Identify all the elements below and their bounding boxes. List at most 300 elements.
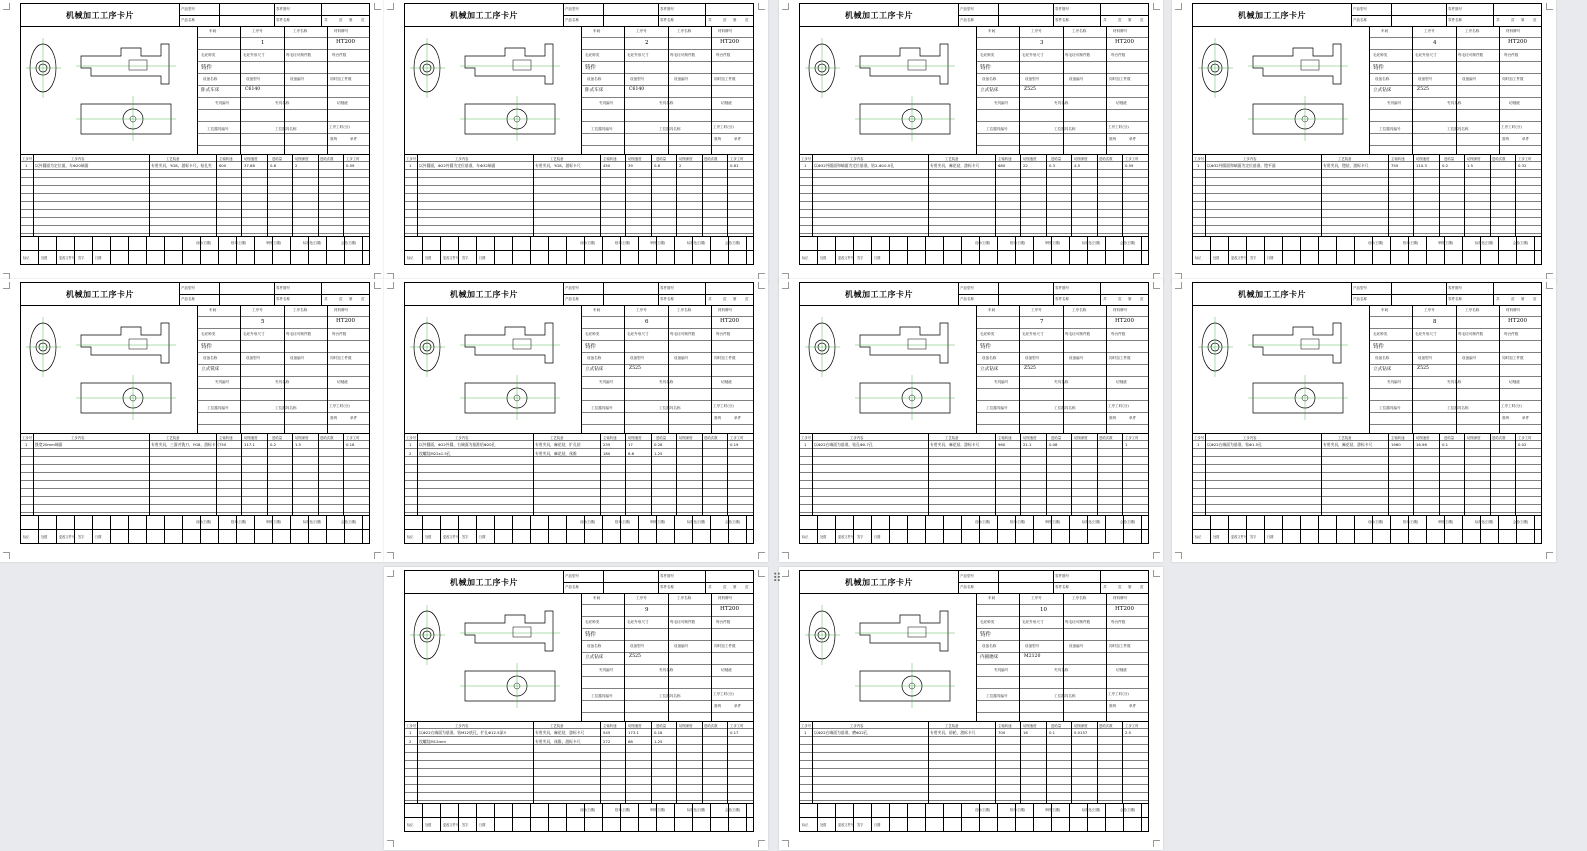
info-label: 工位器具名称: [275, 406, 297, 410]
info-label: 毛坯外形尺寸: [1022, 332, 1044, 336]
info-label: 材料牌号: [1113, 29, 1128, 33]
step-header: 主轴转速: [219, 157, 233, 161]
info-label: 设备编号: [674, 644, 689, 648]
sign-label: 会签(日期): [1120, 241, 1136, 245]
info-label: 材料牌号: [718, 308, 733, 312]
step-tooling: 专用夹具，麻花钻，游标卡尺: [1323, 442, 1373, 447]
step-header: 进给量: [1051, 436, 1062, 440]
page-corner-mark: [782, 840, 789, 847]
process-steps-table: [800, 721, 1148, 804]
page-corner-mark: [782, 3, 789, 10]
info-label: 设备名称: [1375, 356, 1390, 360]
document-page[interactable]: [779, 279, 1163, 562]
sign-label: 日期: [874, 256, 881, 260]
operation-info-table: [197, 305, 369, 434]
sign-label: 设计(日期): [1368, 520, 1384, 524]
sign-label: 标准化(日期): [1082, 520, 1101, 524]
machine-name-value: 立式钻床: [1373, 367, 1392, 372]
material-value: HT200: [720, 318, 739, 324]
step-header: 工艺装备: [945, 157, 959, 161]
signature-block: [405, 236, 753, 264]
step-parameter: 0.59: [1125, 163, 1134, 168]
step-header: 工步工时: [1125, 157, 1139, 161]
header-label: 共: [324, 297, 328, 301]
header-label: 页: [1140, 585, 1144, 589]
page-corner-mark: [758, 840, 765, 847]
page-corner-mark: [3, 282, 10, 289]
info-label: 毛坯种类: [980, 53, 995, 57]
document-page[interactable]: [779, 567, 1163, 850]
info-label: 工序号: [636, 596, 647, 600]
info-label: 工序工时(分): [713, 692, 734, 696]
sign-label: 标准化(日期): [1082, 241, 1101, 245]
part-drawing-svg: [405, 26, 581, 154]
page-corner-mark: [374, 3, 381, 10]
info-label: 夹具编号: [599, 380, 614, 384]
page-corner-mark: [387, 840, 394, 847]
sign-label: 校对(日期): [1010, 808, 1026, 812]
step-header: 工步工时: [1518, 436, 1532, 440]
sign-label: 处数: [425, 535, 432, 539]
machine-name-value: 内圆磨床: [980, 655, 999, 660]
info-label: 工序名称: [677, 596, 692, 600]
info-label: 工序工时(分): [713, 125, 734, 129]
material-value: HT200: [720, 606, 739, 612]
step-parameter: 16.96: [1416, 442, 1427, 447]
info-label: 毛坯外形尺寸: [627, 53, 649, 57]
step-parameter: 545: [603, 730, 611, 735]
step-header: 切削速度: [628, 724, 642, 728]
step-parameter: 0.2: [1442, 163, 1449, 168]
step-number: 2: [409, 739, 412, 744]
step-header: 切削速度: [244, 157, 258, 161]
sign-label: 设计(日期): [196, 520, 212, 524]
operation-info-table: [581, 305, 753, 434]
info-label: 工序名称: [1072, 596, 1087, 600]
sign-label: 设计(日期): [975, 241, 991, 245]
step-header: 切削速度: [1023, 157, 1037, 161]
step-header: 工步工时: [730, 724, 744, 728]
info-label: 夹具编号: [215, 380, 230, 384]
info-label: 准终: [1109, 704, 1117, 708]
step-header: 工艺装备: [550, 157, 564, 161]
info-label: 毛坯外形尺寸: [1415, 53, 1437, 57]
process-card: [404, 3, 754, 265]
step-parameter: 2: [295, 163, 298, 168]
info-label: 工序名称: [1072, 29, 1087, 33]
header-label: 页: [339, 18, 343, 22]
step-parameter: 1.5: [295, 442, 302, 447]
step-content: 铣宽20mm端面: [35, 442, 63, 447]
sign-label: 审核(日期): [1045, 520, 1061, 524]
operation-info-table: [976, 305, 1148, 434]
info-label: 切削液: [1116, 380, 1127, 384]
header-label: 共: [1103, 18, 1107, 22]
sign-label: 日期: [479, 535, 486, 539]
step-content: 以Φ22右端面为基准，磨Φ22孔: [814, 730, 868, 735]
header-label: 页: [745, 585, 749, 589]
info-label: 车间: [593, 29, 601, 33]
step-header: 切削深度: [1467, 157, 1481, 161]
operation-number: 8: [1433, 319, 1437, 325]
document-page[interactable]: [384, 279, 768, 562]
header-label: 第: [349, 297, 353, 301]
info-label: 每台件数: [716, 53, 731, 57]
info-label: 材料牌号: [1113, 596, 1128, 600]
info-label: 工序号: [252, 29, 263, 33]
page-corner-mark: [387, 282, 394, 289]
header-label: 第: [733, 585, 737, 589]
info-label: 工序号: [1031, 29, 1042, 33]
operation-number: 6: [645, 319, 649, 325]
document-page[interactable]: [0, 279, 384, 562]
sign-label: 更改文件号: [838, 256, 854, 260]
sign-label: 处数: [820, 535, 827, 539]
header-label: 零件图号: [660, 574, 674, 578]
info-label: 设备名称: [982, 644, 997, 648]
step-header: 工步号: [801, 436, 812, 440]
info-label: 准终: [1109, 137, 1117, 141]
sign-label: 标准化(日期): [1475, 241, 1494, 245]
info-label: 单件: [1129, 704, 1137, 708]
header-label: 产品型号: [960, 574, 974, 578]
sign-label: 标准化(日期): [303, 520, 322, 524]
info-label: 工序号: [1031, 308, 1042, 312]
info-label: 夹具编号: [994, 380, 1009, 384]
document-page[interactable]: [1172, 0, 1556, 283]
sign-label: 审核(日期): [1438, 520, 1454, 524]
process-steps-table: [800, 154, 1148, 237]
info-label: 工序工时(分): [1108, 404, 1129, 408]
header-label: 共: [1496, 18, 1500, 22]
sign-label: 标记: [802, 256, 809, 260]
card-title: 机械加工工序卡片: [450, 288, 518, 299]
material-value: HT200: [1115, 318, 1134, 324]
step-parameter: 68: [628, 739, 633, 744]
step-parameter: 21.1: [1023, 442, 1032, 447]
operation-number: 3: [1040, 40, 1044, 46]
step-parameter: 0.18: [346, 442, 355, 447]
info-label: 工位器具名称: [1447, 127, 1469, 131]
step-parameter: 750: [1391, 163, 1399, 168]
sign-label: 处数: [1213, 256, 1220, 260]
info-label: 同时加工件数: [1109, 644, 1131, 648]
sign-label: 签字: [462, 535, 469, 539]
step-parameter: 960: [998, 442, 1006, 447]
info-label: 工序工时(分): [1501, 404, 1522, 408]
info-label: 设备名称: [982, 356, 997, 360]
header-label: 零件图号: [1055, 286, 1069, 290]
operation-number: 2: [645, 40, 649, 46]
sign-label: 处数: [41, 256, 48, 260]
machine-name-value: 立式钻床: [585, 367, 604, 372]
info-label: 设备型号: [1025, 77, 1040, 81]
header-label: 产品名称: [960, 297, 974, 301]
info-label: 毛坯种类: [201, 53, 216, 57]
step-header: 进给量: [1444, 436, 1455, 440]
step-number: 1: [1197, 163, 1200, 168]
page-corner-mark: [3, 3, 10, 10]
blank-type-value: 铸件: [1373, 65, 1385, 71]
step-header: 进给量: [656, 724, 667, 728]
info-label: 工位器具名称: [659, 694, 681, 698]
info-label: 每台件数: [332, 53, 347, 57]
sign-label: 设计(日期): [580, 520, 596, 524]
page-corner-mark: [1546, 282, 1553, 289]
blank-type-value: 铸件: [980, 65, 992, 71]
step-header: 工步内容: [1243, 436, 1257, 440]
info-label: 夹具编号: [599, 668, 614, 672]
page-corner-mark: [782, 282, 789, 289]
info-label: 单件: [350, 416, 358, 420]
info-label: 毛坯外形尺寸: [627, 332, 649, 336]
step-header: 工步内容: [850, 724, 864, 728]
step-header: 工步号: [406, 157, 417, 161]
info-label: 工序工时(分): [329, 125, 350, 129]
info-label: 工位器具编号: [591, 127, 613, 131]
page-corner-mark: [1153, 570, 1160, 577]
info-label: 车间: [1381, 29, 1389, 33]
document-page[interactable]: [384, 567, 768, 850]
step-number: 1: [25, 442, 28, 447]
document-page[interactable]: [384, 0, 768, 283]
sign-label: 更改文件号: [443, 256, 459, 260]
document-page[interactable]: [0, 0, 384, 283]
process-card: [1192, 282, 1542, 544]
page-corner-mark: [1175, 3, 1182, 10]
sign-label: 日期: [479, 256, 486, 260]
document-page[interactable]: [779, 0, 1163, 283]
step-header: 进给量: [656, 157, 667, 161]
header-label: 页: [1140, 297, 1144, 301]
sign-label: 设计(日期): [1368, 241, 1384, 245]
step-parameter: 180: [603, 451, 611, 456]
header-label: 零件图号: [1055, 574, 1069, 578]
info-label: 同时加工件数: [1502, 77, 1524, 81]
header-label: 共: [708, 297, 712, 301]
info-label: 毛坯外形尺寸: [1022, 53, 1044, 57]
header-label: 产品型号: [565, 286, 579, 290]
step-content: 以外圆面为定位面，车Φ20端面: [35, 163, 89, 168]
operation-info-table: [581, 593, 753, 722]
sign-label: 设计(日期): [580, 808, 596, 812]
step-header: 切削速度: [628, 157, 642, 161]
process-steps-table: [1193, 154, 1541, 237]
card-title-cell: [405, 571, 564, 594]
step-parameter: 1.5: [1467, 163, 1474, 168]
info-label: 切削液: [721, 380, 732, 384]
step-parameter: 600: [219, 163, 227, 168]
material-value: HT200: [1115, 39, 1134, 45]
info-label: 切削液: [1509, 101, 1520, 105]
sign-label: 日期: [1267, 256, 1274, 260]
info-label: 每台件数: [1111, 332, 1126, 336]
info-label: 每毛坯可制件数: [670, 53, 696, 57]
header-label: 页: [1533, 18, 1537, 22]
sign-label: 设计(日期): [580, 241, 596, 245]
info-label: 准终: [1502, 416, 1510, 420]
card-title: 机械加工工序卡片: [1238, 9, 1306, 20]
header-label: 零件图号: [276, 286, 290, 290]
drag-handle-icon[interactable]: ⠿: [772, 571, 782, 585]
info-label: 设备型号: [630, 644, 645, 648]
header-label: 页: [1511, 18, 1515, 22]
step-header: 切削深度: [1074, 157, 1088, 161]
sign-label: 更改文件号: [443, 535, 459, 539]
part-drawing-svg: [405, 305, 581, 433]
info-label: 毛坯种类: [1373, 332, 1388, 336]
page-corner-mark: [1546, 552, 1553, 559]
step-header: 进给次数: [1492, 436, 1506, 440]
info-label: 工序名称: [677, 308, 692, 312]
sign-label: 更改文件号: [838, 823, 854, 827]
card-title: 机械加工工序卡片: [450, 9, 518, 20]
info-label: 单件: [1129, 137, 1137, 141]
header-label: 产品型号: [1353, 7, 1367, 11]
info-label: 毛坯种类: [201, 332, 216, 336]
info-label: 设备型号: [630, 356, 645, 360]
step-header: 切削速度: [628, 436, 642, 440]
info-label: 设备型号: [1025, 356, 1040, 360]
step-header: 进给次数: [1492, 157, 1506, 161]
step-header: 工步号: [406, 724, 417, 728]
info-label: 切削液: [337, 101, 348, 105]
step-parameter: 110.3: [1416, 163, 1427, 168]
step-header: 进给量: [272, 436, 283, 440]
info-label: 工序名称: [1465, 308, 1480, 312]
step-content: 以外圆面，Φ22外圆为定位基准，车Φ32端面: [419, 163, 496, 168]
step-header: 工步工时: [346, 436, 360, 440]
signature-block: [1193, 236, 1541, 264]
header-label: 第: [733, 18, 737, 22]
step-header: 切削深度: [295, 436, 309, 440]
step-header: 主轴转速: [603, 436, 617, 440]
info-label: 同时加工件数: [714, 356, 736, 360]
header-label: 共: [708, 585, 712, 589]
process-steps-table: [405, 154, 753, 237]
step-header: 工步号: [1194, 436, 1205, 440]
sign-label: 标记: [802, 535, 809, 539]
header-label: 共: [708, 18, 712, 22]
part-drawing-svg: [1193, 305, 1369, 433]
step-header: 切削深度: [1467, 436, 1481, 440]
step-header: 工步内容: [455, 157, 469, 161]
step-parameter: 0.28: [654, 442, 663, 447]
card-title-cell: [1193, 4, 1352, 27]
info-label: 切削液: [721, 101, 732, 105]
part-drawing: [21, 305, 198, 434]
step-parameter: 0.19: [730, 442, 739, 447]
sign-label: 审核(日期): [1438, 241, 1454, 245]
info-label: 毛坯种类: [585, 332, 600, 336]
page-corner-mark: [1153, 3, 1160, 10]
step-number: 1: [804, 730, 807, 735]
part-drawing: [405, 593, 582, 722]
info-label: 工序名称: [293, 29, 308, 33]
page-corner-mark: [782, 552, 789, 559]
step-parameter: 1.25: [654, 739, 663, 744]
card-title-cell: [800, 4, 959, 27]
info-label: 工位器具名称: [275, 127, 297, 131]
step-parameter: 0.3: [1049, 163, 1056, 168]
info-label: 工序工时(分): [713, 404, 734, 408]
part-drawing-svg: [21, 305, 197, 433]
document-page[interactable]: [1172, 279, 1556, 562]
info-label: 设备型号: [1418, 77, 1433, 81]
part-drawing: [800, 305, 977, 434]
material-value: HT200: [336, 318, 355, 324]
signature-block: [800, 803, 1148, 831]
info-label: 工位器具名称: [1447, 406, 1469, 410]
step-parameter: 700: [998, 730, 1006, 735]
info-label: 工位器具编号: [591, 694, 613, 698]
header-label: 第: [349, 18, 353, 22]
step-header: 工步内容: [71, 157, 85, 161]
info-label: 同时加工件数: [330, 77, 352, 81]
machine-name-value: 立式铣床: [201, 367, 220, 372]
header-label: 产品名称: [565, 297, 579, 301]
part-drawing: [1193, 305, 1370, 434]
page-corner-mark: [1175, 282, 1182, 289]
header-label: 零件图号: [1055, 7, 1069, 11]
step-header: 工步内容: [455, 724, 469, 728]
step-parameter: 1: [1125, 442, 1128, 447]
card-header-grid: [563, 283, 753, 306]
signature-block: [21, 236, 369, 264]
card-title: 机械加工工序卡片: [66, 9, 134, 20]
header-label: 零件图号: [660, 286, 674, 290]
part-drawing-svg: [800, 305, 976, 433]
info-label: 每毛坯可制件数: [1065, 332, 1091, 336]
info-label: 工序名称: [293, 308, 308, 312]
machine-name-value: 卧式车床: [585, 88, 604, 93]
material-value: HT200: [1508, 318, 1527, 324]
sign-label: 处数: [41, 535, 48, 539]
info-label: 工序工时(分): [329, 404, 350, 408]
step-header: 主轴转速: [1391, 157, 1405, 161]
info-label: 工位器具编号: [986, 694, 1008, 698]
process-card: [20, 282, 370, 544]
info-label: 同时加工件数: [1109, 77, 1131, 81]
sign-label: 更改文件号: [1231, 256, 1247, 260]
info-label: 夹具名称: [659, 101, 674, 105]
step-parameter: 22: [1023, 163, 1028, 168]
info-label: 切削液: [1116, 668, 1127, 672]
card-header-grid: [1351, 283, 1541, 306]
header-label: 第: [1128, 297, 1132, 301]
info-label: 毛坯种类: [585, 620, 600, 624]
operation-info-table: [976, 593, 1148, 722]
step-parameter: 117.1: [244, 442, 255, 447]
card-title: 机械加工工序卡片: [66, 288, 134, 299]
card-title-cell: [21, 4, 180, 27]
step-header: 工艺装备: [550, 436, 564, 440]
info-label: 设备型号: [630, 77, 645, 81]
sign-label: 设计(日期): [975, 808, 991, 812]
info-label: 每台件数: [1111, 620, 1126, 624]
signature-block: [1193, 515, 1541, 543]
info-label: 夹具名称: [659, 668, 674, 672]
step-header: 工步工时: [730, 436, 744, 440]
info-label: 设备编号: [1069, 356, 1084, 360]
step-header: 进给次数: [1099, 724, 1113, 728]
header-label: 零件名称: [660, 18, 674, 22]
header-label: 产品名称: [1353, 18, 1367, 22]
info-label: 准终: [714, 416, 722, 420]
sign-label: 会签(日期): [1513, 241, 1529, 245]
step-header: 工步内容: [850, 157, 864, 161]
part-drawing-svg: [405, 593, 581, 721]
